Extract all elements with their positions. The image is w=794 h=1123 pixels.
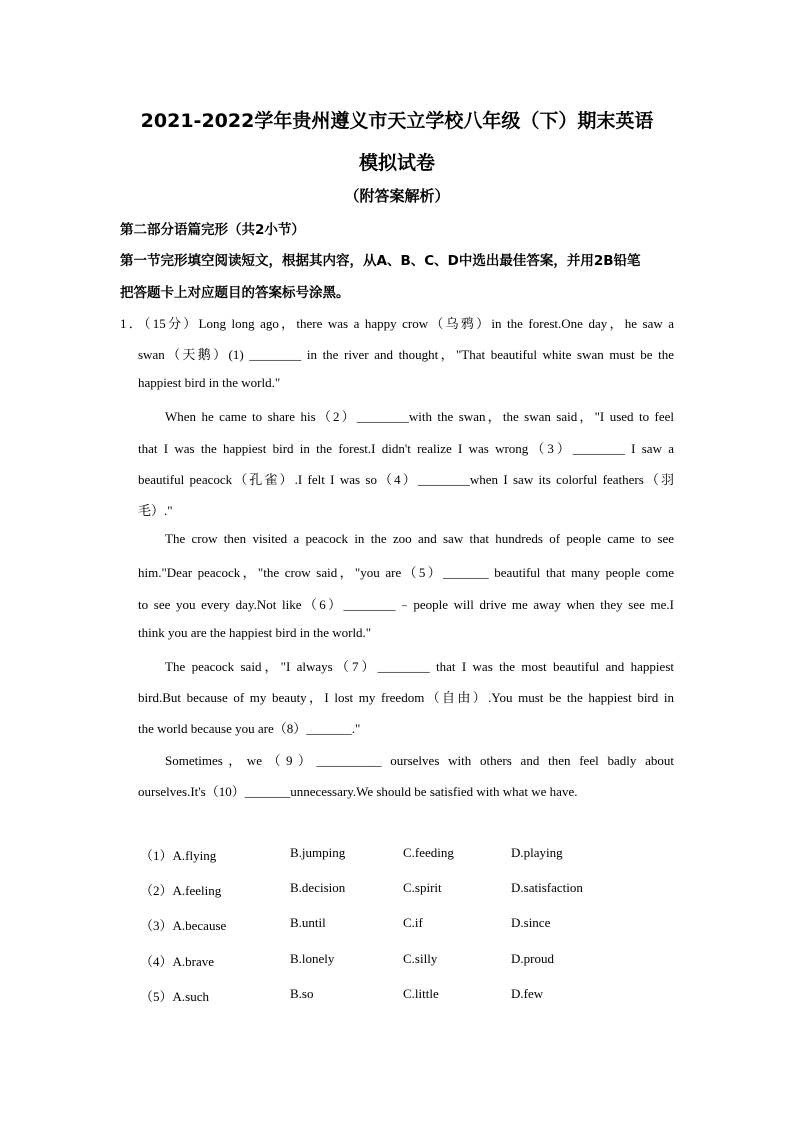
passage-line: him."Dear peacock，"the crow said，"you are（5）_______ beautiful that many people come xyxy=(138,565,674,580)
option-d: D.playing xyxy=(511,845,563,860)
option-c: C.spirit xyxy=(403,880,442,895)
passage-line: bird.But because of my beauty，I lost my freedom（自由）.You must be the happiest bird in xyxy=(138,690,674,705)
passage-line: The crow then visited a peacock in the zoo and saw that hundreds of people came to see xyxy=(165,531,674,546)
option-c: C.feeding xyxy=(403,845,454,860)
passage-line: the world because you are（8）_______." xyxy=(138,721,361,736)
passage-line: to see you every day.Not like（6）________﹣people will drive me away when they see me.I xyxy=(138,597,674,612)
option-a: （5）A.such xyxy=(140,989,209,1004)
option-d: D.proud xyxy=(511,951,554,966)
passage-line: ourselves.It's（10）_______unnecessary.We should be satisfied with what we have. xyxy=(138,784,578,799)
section-heading: 第二部分语篇完形（共2小节） xyxy=(120,222,305,238)
option-c: C.little xyxy=(403,986,439,1001)
instruction-line1: 第一节完形填空阅读短文，根据其内容，从A、B、C、D中选出最佳答案，并用2B铅笔 xyxy=(120,253,641,269)
option-b: B.until xyxy=(290,915,326,930)
passage-line: happiest bird in the world." xyxy=(138,375,281,390)
option-b: B.jumping xyxy=(290,845,346,860)
option-a: （1）A.flying xyxy=(140,848,217,863)
option-c: C.silly xyxy=(403,951,438,966)
option-d: D.since xyxy=(511,915,551,930)
option-a: （2）A.feeling xyxy=(140,883,222,898)
question-line: 1．（15分）Long long ago，there was a happy crow（乌鸦）in the forest.One day，he saw a xyxy=(120,316,674,331)
option-a: （3）A.because xyxy=(140,918,227,933)
passage-line: beautiful peacock（孔雀）.I felt I was so（4）________when I saw its colorful feathers（羽 xyxy=(138,472,674,487)
exam-title-line1: 2021-2022学年贵州遵义市天立学校八年级（下）期末英语 xyxy=(140,110,654,132)
option-d: D.satisfaction xyxy=(511,880,583,895)
passage-line: 毛）." xyxy=(138,503,173,518)
passage-line: think you are the happiest bird in the world." xyxy=(138,625,372,640)
passage-line: that I was the happiest bird in the forest.I didn't realize I was wrong（3）________ I saw a xyxy=(138,441,674,456)
passage-line: Sometimes，we（9）__________ ourselves with others and then feel badly about xyxy=(165,753,674,768)
option-d: D.few xyxy=(511,986,544,1001)
passage-line: When he came to share his（2）________with the swan，the swan said，"I used to feel xyxy=(165,409,674,424)
option-b: B.lonely xyxy=(290,951,335,966)
exam-subtitle: （附答案解析） xyxy=(344,187,450,205)
option-c: C.if xyxy=(403,915,423,930)
instruction-line2: 把答题卡上对应题目的答案标号涂黑。 xyxy=(120,285,350,301)
option-b: B.so xyxy=(290,986,314,1001)
passage-line: The peacock said，"I always（7）________ that I was the most beautiful and happiest xyxy=(165,659,674,674)
passage-line: swan（天鹅）(1) ________ in the river and thought，"That beautiful white swan must be the xyxy=(138,347,674,362)
option-a: （4）A.brave xyxy=(140,954,215,969)
option-b: B.decision xyxy=(290,880,346,895)
exam-title-line2: 模拟试卷 xyxy=(358,152,435,174)
